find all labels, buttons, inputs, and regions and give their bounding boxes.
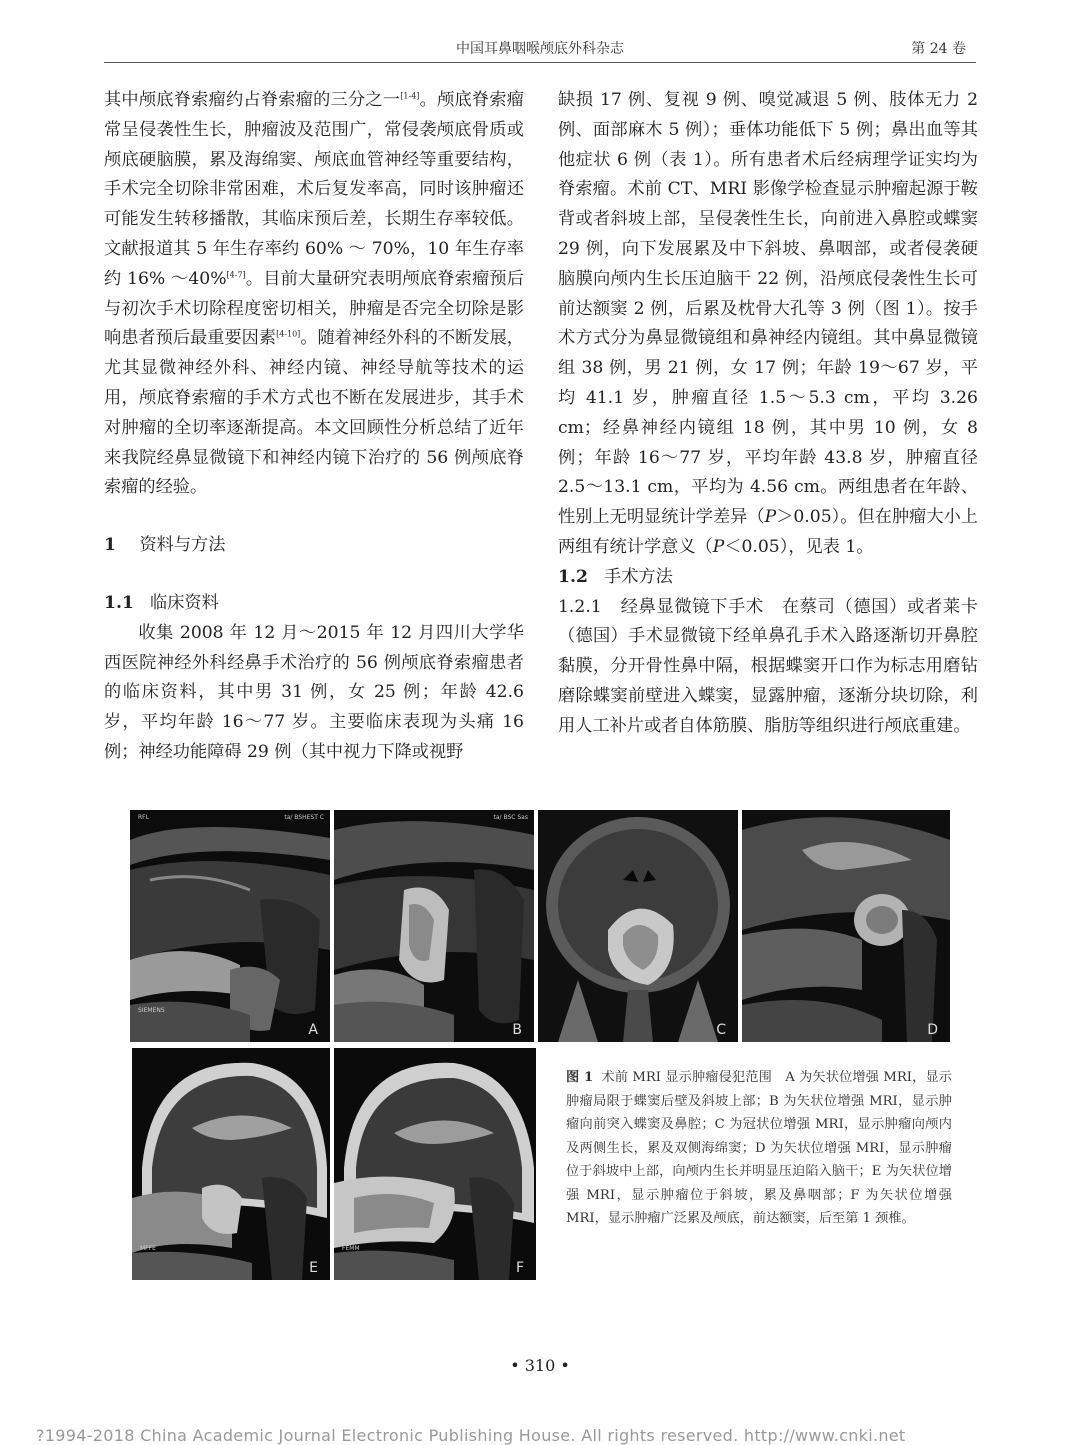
figure-1 <box>130 810 950 1280</box>
running-header <box>104 34 976 63</box>
citation: [1-4] <box>400 91 420 101</box>
panel-label: D <box>927 1022 938 1038</box>
clinical-data-paragraph: 收集 2008 年 12 月～2015 年 12 月四川大学华西医院神经外科经鼻手术治疗的 56 例颅底脊索瘤患者的临床资料，其中男 31 例，女 25 例；年龄 42.6 岁，平均年龄 16～77 岁。主要临床表现为头痛 16 例；神经功能障碍 29 例（其中视力下降或视野 <box>104 622 524 762</box>
mri-image-d <box>742 810 950 1042</box>
mri-panel-b: ta/ BSC Sas B <box>334 810 534 1042</box>
volume-number: 第 24 卷 <box>911 41 966 57</box>
mri-panel-d <box>742 810 950 1042</box>
left-column <box>104 86 524 768</box>
caption-text: 术前 MRI 显示肿瘤侵犯范围 A 为矢状位增强 MRI，显示肿瘤局限于蝶窦后壁及斜坡上部；B 为矢状位增强 MRI，显示肿瘤向前突入蝶窦及鼻腔；C 为冠状位增强 MRI，显示肿瘤向颅内及两侧生长，累及双侧海绵窦；D 为矢状位增强 MRI，显示肿瘤位于斜坡中上部，向颅内生长并明显压迫陷入脑干；E 为矢状位增强 MRI，显示肿瘤位于斜坡，累及鼻咽部；F 为矢状位增强 MRI，显示肿瘤广泛累及颅底，前达额窦，后至第 1 颈椎。 <box>566 1070 952 1226</box>
mri-panel-c <box>538 810 738 1042</box>
panel-label: A <box>308 1022 318 1038</box>
right-column <box>558 86 978 742</box>
section-heading: 1 资料与方法 <box>104 535 226 556</box>
citation: [4-7] <box>226 270 246 280</box>
page-number: • 310 • <box>510 1356 570 1375</box>
subsection-heading: 1.2 手术方法 <box>558 566 673 587</box>
mri-panel-a: RFL ta/ BSHEST C SIEMENS A <box>130 810 330 1042</box>
mri-image-f <box>334 1048 536 1280</box>
intro-paragraph: 其中颅底脊索瘤约占脊索瘤的三分之一[1-4]。颅底脊索瘤常呈侵袭性生长，肿瘤波及范围广，常侵袭颅底骨质或颅底硬脑膜，累及海绵窦、颅底血管神经等重要结构，手术完全切除非常困难，术后复发率高，同时该肿瘤还可能发生转移播散，其临床预后差，长期生存率较低。文献报道其 5 年生存率约 60% ～ 70%，10 年生存率约 16% ～40%[4-7]。目前大量研究表明颅底脊索瘤预后与初次手术切除程度密切相关，肿瘤是否完全切除是影响患者预后最重要因素[4-10]。随着神经外科的不断发展，尤其显微神经外科、神经内镜、神经导航等技术的运用，颅底脊索瘤的手术方式也不断在发展进步，其手术对肿瘤的全切率逐渐提高。本文回顾性分析总结了近年来我院经鼻显微镜下和神经内镜下治疗的 56 例颅底脊索瘤的经验。 <box>104 90 524 498</box>
caption-label: 图 1 <box>566 1070 594 1085</box>
journal-title: 中国耳鼻咽喉颅底外科杂志 <box>456 41 624 57</box>
microscope-surgery-paragraph: 1.2.1 经鼻显微镜下手术 在蔡司（德国）或者莱卡（德国）手术显微镜下经单鼻孔手术入路逐渐切开鼻腔黏膜，分开骨性鼻中隔，根据蝶窦开口作为标志用磨钻磨除蝶窦前壁进入蝶窦，显露肿瘤，逐渐分块切除，利用人工补片或者自体筋膜、脂肪等组织进行颅底重建。 <box>558 596 978 736</box>
panel-label: C <box>716 1022 726 1038</box>
panel-label: F <box>515 1260 524 1276</box>
panel-label: B <box>512 1022 522 1038</box>
panel-label: E <box>309 1260 318 1276</box>
mri-image-e <box>132 1048 330 1280</box>
citation: [4-10] <box>276 329 301 339</box>
copyright-notice: ?1994-2018 China Academic Journal Electronic Publishing House. All rights reserved. http://www.cnki.net <box>36 1426 906 1445</box>
clinical-data-paragraph-cont: 缺损 17 例、复视 9 例、嗅觉减退 5 例、肢体无力 2 例、面部麻木 5 例）；垂体功能低下 5 例；鼻出血等其他症状 6 例（表 1）。所有患者术后经病理学证实均为脊索瘤。术前 CT、MRI 影像学检查显示肿瘤起源于鞍背或者斜坡上部，呈侵袭性生长，向前进入鼻腔或蝶窦 29 例，向下发展累及中下斜坡、鼻咽部，或者侵袭硬脑膜向颅内生长压迫脑干 22 例，沿颅底侵袭性生长可前达额窦 2 例，后累及枕骨大孔等 3 例（图 1）。按手术方式分为鼻显微镜组和鼻神经内镜组。其中鼻显微镜组 38 例，男 21 例，女 17 例；年龄 19～67 岁，平均 41.1 岁，肿瘤直径 1.5～5.3 cm，平均 3.26 cm；经鼻神经内镜组 18 例，其中男 10 例，女 8 例；年龄 16～77 岁，平均年龄 43.8 岁，肿瘤直径 2.5～13.1 cm，平均为 4.56 cm。两组患者在年龄、性别上无明显统计学差异（P＞0.05）。但在肿瘤大小上两组有统计学意义（P＜0.05），见表 1。 <box>558 90 978 557</box>
mri-image-b <box>334 810 534 1042</box>
subsection-heading: 1.1 临床资料 <box>104 592 219 613</box>
mri-image-c <box>538 810 738 1042</box>
mri-panel-f: FEMM F <box>334 1048 536 1280</box>
figure-caption <box>566 1066 952 1231</box>
mri-panel-e: MFFE E <box>132 1048 330 1280</box>
